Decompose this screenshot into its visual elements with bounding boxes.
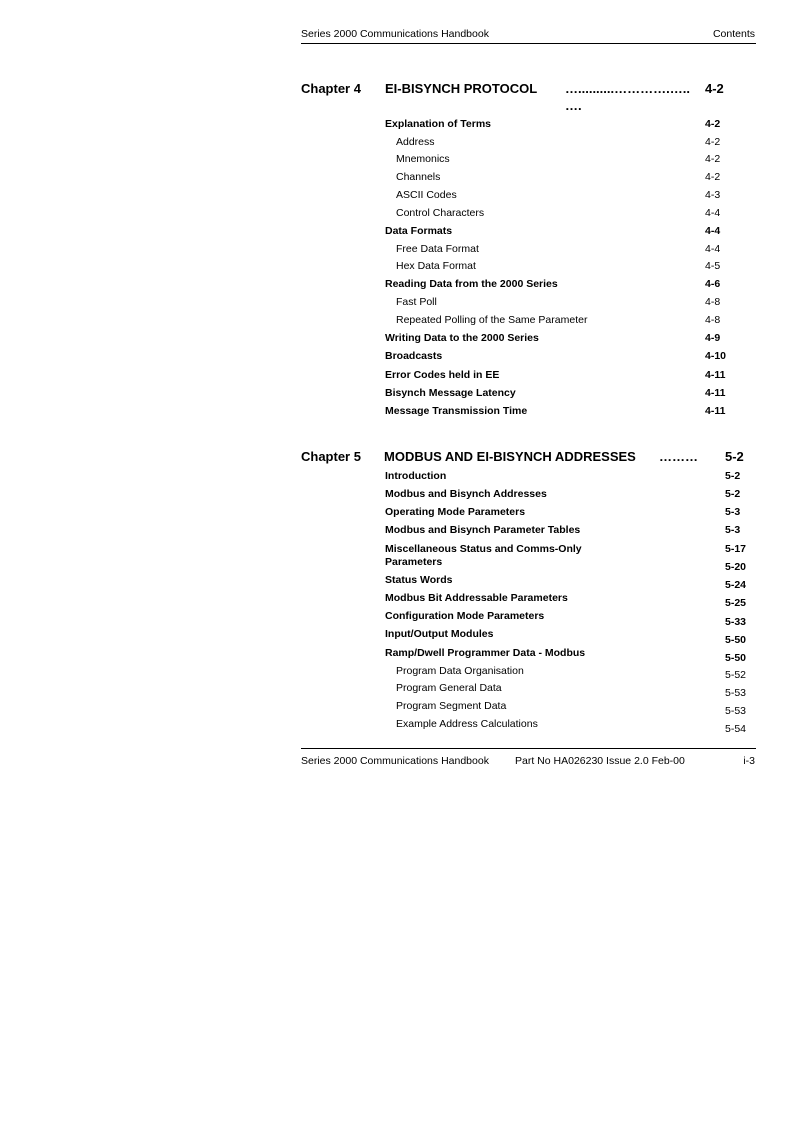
toc-entry-text: Free Data Format [396, 243, 479, 255]
toc-entry-text: Explanation of Terms [385, 118, 491, 130]
toc-entry-page: 5-20 [725, 561, 747, 573]
toc-entry-text: Control Characters [396, 207, 485, 219]
toc-entry-text: Miscellaneous Status and Comms-Only [385, 543, 582, 555]
toc-entry-text: Program Segment Data [396, 700, 507, 712]
toc-entry-text: Writing Data to the 2000 Series [385, 332, 539, 344]
toc-entry-text: Error Codes held in EE [385, 369, 500, 381]
toc-entry-page: 4-5 [705, 260, 721, 272]
toc-entry-page: 5-53 [725, 687, 747, 699]
toc-entry-page: 4-11 [705, 369, 726, 381]
toc-entry-page: 4-2 [705, 136, 721, 148]
toc-entry-text: Ramp/Dwell Programmer Data - Modbus [385, 647, 586, 659]
toc-entry-text: Input/Output Modules [385, 628, 494, 640]
toc-entry-text: Example Address Calculations [396, 718, 538, 730]
toc-entry-text: Reading Data from the 2000 Series [385, 278, 558, 290]
toc-entry-text: Channels [396, 171, 441, 183]
toc-entry-text: Broadcasts [385, 350, 443, 362]
toc-entry-page: 4-10 [705, 350, 727, 362]
toc-entry-text: Program Data Organisation [396, 665, 524, 677]
toc-entry-page: 5-50 [725, 652, 747, 664]
toc-entry-page: 4-9 [705, 332, 721, 344]
toc-entry-page: 4-6 [705, 278, 721, 290]
toc-entry-text: Message Transmission Time [385, 405, 528, 417]
toc-entry-text: Status Words [385, 574, 453, 586]
toc-entry-text: Operating Mode Parameters [385, 506, 526, 518]
toc-entry-text: Program General Data [396, 682, 502, 694]
toc-entry-page: 4-2 [705, 171, 721, 183]
toc-entry-text: Bisynch Message Latency [385, 387, 516, 399]
toc-entry-page: 4-2 [705, 153, 721, 165]
toc-entry-text: Hex Data Format [396, 260, 476, 272]
toc-entry-text: Configuration Mode Parameters [385, 610, 545, 622]
toc-entry-page: 5-24 [725, 579, 747, 591]
chapter-5-title: MODBUS AND EI-BISYNCH ADDRESSES [384, 449, 636, 464]
toc-entry-page: 5-2 [725, 470, 741, 482]
chapter-4-leader-dots-wrap: …. [565, 98, 582, 113]
header-title: Series 2000 Communications Handbook [301, 28, 489, 40]
toc-entry-page: 4-8 [705, 296, 721, 308]
footer-rule [301, 748, 756, 749]
toc-entry-page: 5-17 [725, 543, 747, 555]
chapter-4-leader-dots: …..........………….….. [565, 81, 690, 96]
chapter-5-leader-dots: ……… [659, 449, 698, 464]
toc-entry-page: 5-53 [725, 705, 747, 717]
toc-entry-text: Mnemonics [396, 153, 450, 165]
toc-entry-text: Introduction [385, 470, 447, 482]
toc-entry-text: Parameters [385, 556, 443, 568]
footer-title: Series 2000 Communications Handbook [301, 755, 489, 767]
footer-part-number: Part No HA026230 Issue 2.0 Feb-00 [515, 755, 685, 767]
toc-entry-page: 5-52 [725, 669, 747, 681]
toc-entry-text: Data Formats [385, 225, 453, 237]
toc-entry-page: 5-25 [725, 597, 747, 609]
footer-page-number: i-3 [743, 755, 755, 767]
toc-entry-page: 4-4 [705, 207, 721, 219]
header-section: Contents [712, 28, 755, 40]
toc-entry-page: 5-2 [725, 488, 741, 500]
toc-entry-page: 5-50 [725, 634, 747, 646]
chapter-4-label: Chapter 4 [301, 81, 361, 96]
toc-entry-page: 5-33 [725, 616, 747, 628]
toc-entry-page: 5-3 [725, 524, 741, 536]
toc-entry-text: ASCII Codes [396, 189, 457, 201]
toc-entry-page: 4-4 [705, 243, 721, 255]
toc-entry-page: 5-3 [725, 506, 741, 518]
toc-entry-text: Address [396, 136, 435, 148]
chapter-4-title: EI-BISYNCH PROTOCOL [385, 81, 538, 96]
toc-entry-text: Fast Poll [396, 296, 437, 308]
toc-entry-page: 4-3 [705, 189, 721, 201]
toc-entry-text: Modbus and Bisynch Parameter Tables [385, 524, 581, 536]
chapter-5-label: Chapter 5 [301, 449, 361, 464]
toc-entry-text: Modbus Bit Addressable Parameters [385, 592, 568, 604]
chapter-5-page: 5-2 [725, 449, 744, 464]
toc-entry-text: Repeated Polling of the Same Parameter [396, 314, 588, 326]
toc-entry-page: 4-11 [705, 387, 726, 399]
toc-entry-text: Modbus and Bisynch Addresses [385, 488, 547, 500]
toc-entry-page: 4-4 [705, 225, 721, 237]
toc-entry-page: 4-8 [705, 314, 721, 326]
chapter-4-page: 4-2 [705, 81, 724, 96]
toc-entry-page: 4-11 [705, 405, 726, 417]
header-rule [301, 43, 756, 44]
toc-entry-page: 5-54 [725, 723, 747, 735]
toc-entry-page: 4-2 [705, 118, 721, 130]
